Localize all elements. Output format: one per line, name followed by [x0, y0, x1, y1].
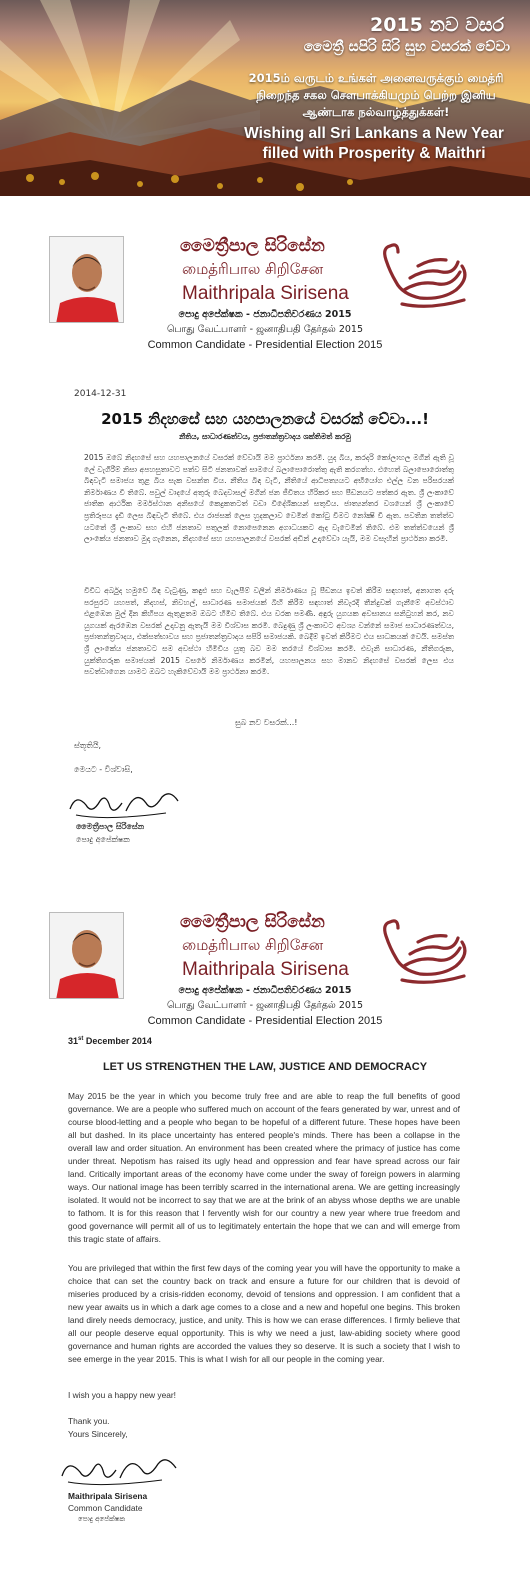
- date-month-year: December 2014: [83, 1036, 152, 1046]
- candidate-role-tamil: பொது வேட்பாளர் - ஜனாதிபதி தேர்தல் 2015: [166, 324, 364, 335]
- candidate-name-english: Maithripala Sirisena: [182, 283, 349, 304]
- sinhala-letter-date: 2014-12-31: [74, 389, 127, 399]
- sinhala-yours: මෙයට - විශ්වාසි,: [74, 765, 133, 774]
- candidate-role-english: Common Candidate - Presidential Election 2015: [147, 1015, 383, 1027]
- candidate-role-sinhala: පොදු අපේක්ෂක - ජනාධිපතිවරණය 2015: [178, 985, 352, 996]
- english-signatory-role: Common Candidate: [68, 1503, 143, 1513]
- english-letter-title: LET US STRENGTHEN THE LAW, JUSTICE AND DEMOCRACY: [102, 1061, 428, 1073]
- sinhala-letter-title: 2015 නිදහසේ සහ යහපාලනයේ වසරක් වේවා...!: [101, 410, 429, 428]
- candidate-name-sinhala: මෛත්‍රීපාල සිරිසේන: [180, 912, 325, 932]
- english-letter-date: [68, 1036, 152, 1046]
- candidate-role-tamil: பொது வேட்பாளர் - ஜனாதிபதி தேர்தல் 2015: [166, 1000, 364, 1011]
- date-day: 31: [68, 1036, 79, 1046]
- letterhead-english: [0, 912, 530, 1032]
- candidate-role-english: Common Candidate - Presidential Election 2015: [147, 339, 383, 351]
- sinhala-paragraph-2: විවිධ අර්බුද හමුවේ බිඳ වැටුණු, කඳුළු සහ වැලපීම් වලින් නිර්මාණය වූ පීඩනය ඉවත් කිරීම සඳහාත්, අනාගත දරු පරපුරට යහපත්, නිදහස්, නිවහල්, සාධාරණ සමාජයක් බිහි කිරීම සඳහාත් නිවැරදි තීන්දුවක් ගැනීමේ අවස්ථාව එළඹෙන මුල් දින කිහිපය ඇතුළතම ඔබට හිමිව තිබේ. එය වරක පමණි. අඳුරු යුගයක අවසානය සනිටුහන් කර, නව යුගයක් ඇරඹෙන වසරක් උදාවනු ඇතැයි මම විශ්වාස කරමි. බෙදුණු ශ්‍රී ලංකාවට අවශ්‍ය වන්නේ සමාජ සාධාරණත්වය, ප්‍රජාතන්ත්‍රවාදය, එක්සත්භාවය සහ ප්‍රජාතන්ත්‍රවාදය සපිරි සමාජයකි. බෙදීම් ඉවත් කිරීමට එය සාධකයක් වෙයි. සමස්ත ශ්‍රී ලාංකේය ජනතාවට සම අවස්ථා හිමිවිය යුතු බව මම තරයේ විශ්වාස කරමි. එවැනි සාධාරණ, නීතිගරුක, යුක්තිගරුක සමාජයක් 2015 වසරේ නිර්මාණය කරමින්, යහපාලනය සහ මානව නිදහසේ වසරක් ලෙස එය පවත්වාගෙන යාමට ඔබට හැකිවේවායි මම ප්‍රාර්ථනා කරමි.: [84, 586, 454, 677]
- english-signatory-role-sinhala: පොදු අපේක්ෂක: [78, 1515, 126, 1523]
- sinhala-closing-wish: සුබ නව වසරක්...!: [235, 718, 298, 727]
- banner-tamil-greeting: 2015ம் வருடம் உங்கள் அனைவருக்கும் மைத்ரி நிறைந்த சகல சௌபாக்கியமும் பெற்ற இனிய ஆண்டாக நல்வாழ்த்துக்கள்!: [248, 71, 504, 119]
- english-yours-sincerely: Yours Sincerely,: [68, 1429, 128, 1439]
- sinhala-letter-subtitle: නීතිය, සාධාරණත්වය, ප්‍රජාතන්ත්‍රවාදය ශක්තිමත් කරමු: [179, 432, 351, 441]
- sinhala-signatory-role: පොදු අපේක්ෂක: [76, 835, 130, 844]
- english-paragraph-2: You are privileged that within the first few days of the coming year you will have the opportunity to make a choice that can set the country back on track and ensure a future for our children that is devoid of miseries produced by a crisis-ridden economy, devoid of tensions and oppression. I am confident that a new year awaits us in which a dark age comes to a close and a new and hopeful one begins. This broken land direly needs democracy, justice, and unity. This is how we can erase differences. I firmly believe that all our people deserve equal opportunity. This is why we need a just, law-abiding society where good governance and human rights are accorded the values they so deserve. It is such a society that I wish to see emerge in the year 2015. This is what I wish for all our people in the coming year.: [68, 1263, 460, 1364]
- banner-english-greeting: Wishing all Sri Lankans a New Year filled with Prosperity & Maithri: [244, 125, 504, 162]
- candidate-name-tamil: மைத்ரிபால சிறிசேன: [182, 936, 324, 954]
- english-new-year-wish: I wish you a happy new year!: [68, 1390, 177, 1400]
- candidate-name-english: Maithripala Sirisena: [182, 959, 349, 980]
- candidate-photo: [49, 236, 124, 323]
- english-thanks: Thank you.: [68, 1416, 110, 1426]
- signature-image: [58, 1450, 183, 1492]
- sinhala-paragraph-1: 2015 ඔබේ නිදහසේ සහ යහපාලනයේ වසරක් වේවායි මම ප්‍රාර්ථනා කරමි. යුද බිය, කරදරි කෝලාහල මගින් ඇති වූ ලේ වැගිරීම් නිසා අපහසුතාවට පත්ව සිටි ජනතාවක් සාමයේ බලාපොරොත්තු ඇති කරගත්හ. එහෙත් බලාපොරොත්තු බිඳවැටී සමාජය තුළ බිය සැක වසන්ත විය. නීතිය බිඳ වැටී, නීතියේ ආධිපත්‍යයට අභියෝග එල්ල වන පරිසරයක් නිර්මාණය වී තිබේ. පවුල් වාදයේ අතුරු බෙදවාසල් මගින් ජන ජීවිතය හිරිකර සහ පීඩනයට පත්කර ඇත. ශ්‍රී ලංකාවේ ජාතික ආර්ථික මර්මස්ථාන අනිසයේ කෙදුකතටත් වඩා විදේශිකයන් සතුවිය. ජාත්‍යන්තර වශයෙන් ශ්‍රී ලංකාවේ ප්‍රතිරූපය දැඩි ලෙස බිඳවැටී තිබේ. එය රාජසක් ලෙස හුදකලාව වෙමින් කෝටු වීමට නෝක්‍ෂි වී ඇත. පවතින තත්ත්ව යටතේ ශ්‍රී ලංකාව සහ එහි ජනතාව පතුලක් නොපෙනෙන අගාධයකට ඇද වැටෙමින් තිබේ. එම තත්ත්වයෙන් ශ්‍රී ලාංකේය ජනතාව මුදා ගැනෙන, නිදහසේ සහ යහපාලනයේ වසරක් අඩින් උදාවේවා යැයි, මම වසෑහින් ප්‍රාර්ථනා කරමි.: [84, 453, 454, 544]
- swan-icon: [380, 914, 475, 989]
- english-paragraph-1: May 2015 be the year in which you become truly free and are able to reap the full benefits of good governance. We are a people who suffered much on account of the fears generated by war, unrest and of course blood-letting and a people who began to be hopeful of a different future. These hopes have been all but dashed. In its place uncertainty has entered people's minds. There has been a collapse in the overall law and order situation. An environment has been created where the primacy of justice has come under threat. Nepotism has raised its ugly head and oppression and fear have spread across our fair land. Critically important areas of the economy have come under the sway of foreign powers in alarming ways. Our national image has been terribly scarred in the international arena. We are getting increasingly isolated. It would not be incorrect to say that we are at the brink of an abyss whose depths we are unable to fathom. It is for this reason that I fervently wish for our country a new year where true freedom and good governance will permit all of us to legitimately entertain the hope that we can and will emerge from this tragic state of affairs.: [68, 1091, 460, 1244]
- banner-year-title: 2015 නව වසර: [370, 14, 504, 36]
- banner-sinhala-greeting: මෛත්‍රී සපිරි සිරි සුභ වසරක් වේවා: [303, 39, 510, 55]
- english-signatory-name: Maithripala Sirisena: [68, 1491, 148, 1501]
- candidate-name-sinhala: මෛත්‍රීපාල සිරිසේන: [180, 236, 325, 256]
- new-year-banner: [0, 0, 530, 196]
- candidate-photo: [49, 912, 124, 999]
- candidate-name-tamil: மைத்ரிபால சிறிசேன: [182, 260, 324, 278]
- date-suffix: st: [78, 1036, 84, 1042]
- letterhead-sinhala: [0, 236, 530, 356]
- sinhala-signatory-name: මෛත්‍රීපාල සිරිසේන: [76, 822, 145, 831]
- swan-icon: [380, 238, 475, 313]
- candidate-role-sinhala: පොදු අපේක්ෂක - ජනාධිපතිවරණය 2015: [178, 309, 352, 320]
- signature-image: [66, 785, 186, 825]
- sinhala-thanks: ස්තූතියි,: [74, 741, 102, 750]
